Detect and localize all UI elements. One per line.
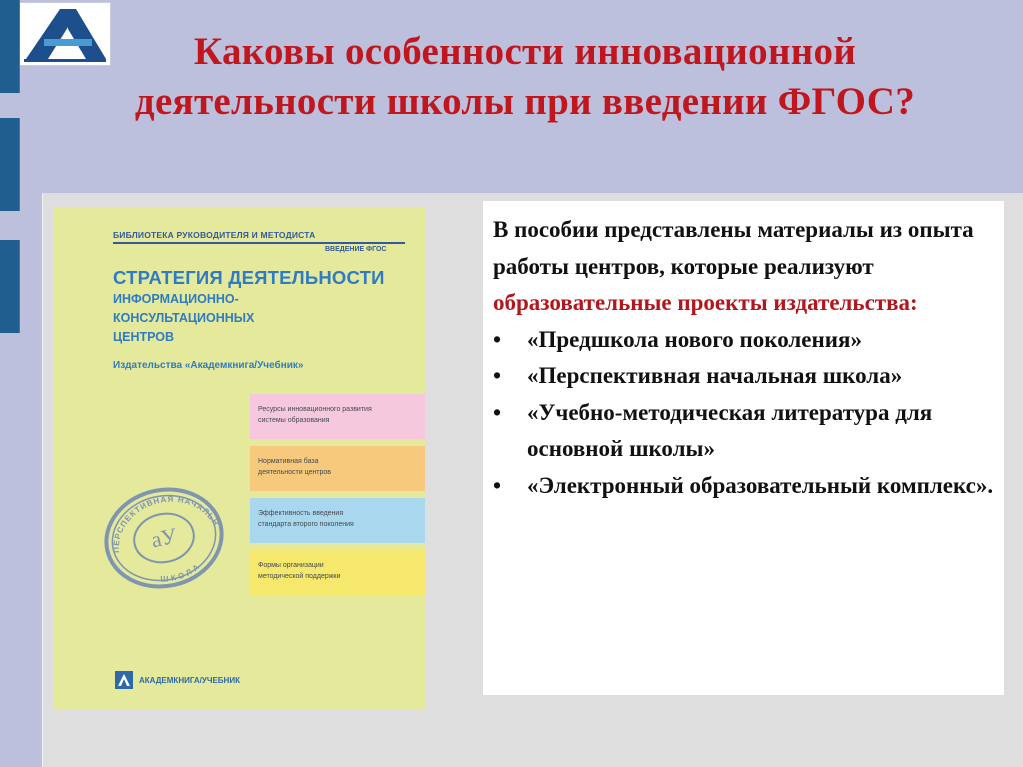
list-item: [493, 358, 994, 395]
cover-tab-1-line-2: системы образования: [258, 417, 330, 424]
cover-subtitle-line-2: КОНСУЛЬТАЦИОННЫХ: [113, 311, 255, 325]
cover-tab-2-line-2: деятельности центров: [258, 469, 332, 476]
cover-tab-4-line-1: Формы организации: [258, 562, 324, 569]
list-item: [493, 395, 994, 468]
slide-title-line-1: Каковы особенности инновационной: [193, 30, 857, 73]
imprint-logo-icon: [115, 671, 133, 689]
list-item-text: «Предшкола нового поколения»: [527, 326, 862, 352]
cover-tab-4: [250, 550, 425, 595]
cover-tab-1: [250, 394, 425, 439]
cover-tab-3: [250, 498, 425, 543]
bullet-icon: •: [493, 399, 502, 425]
list-item-text: «Перспективная начальная школа»: [527, 363, 903, 388]
cover-rule: [113, 242, 405, 244]
bullet-icon: •: [493, 363, 502, 388]
project-list: [493, 322, 994, 505]
stamp-ring-top: ПЕРСПЕКТИВНАЯ НАЧАЛЬНАЯ: [111, 494, 221, 553]
cover-publisher-line: Издательства «Академкнига/Учебник»: [113, 360, 304, 371]
text-highlight: образовательные проекты издательства:: [493, 290, 918, 315]
side-bar-bottom: [0, 240, 20, 333]
text-intro-body: В пособии представлены материалы из опыта работы центров, которые реализуют: [493, 217, 974, 279]
cover-subtitle-line-1: ИНФОРМАЦИОННО-: [113, 292, 239, 306]
bullet-icon: •: [493, 326, 502, 352]
stamp-center: аУ: [148, 522, 179, 553]
side-bar-middle: [0, 118, 20, 211]
list-item: [493, 468, 994, 505]
stamp-seal-icon: [99, 483, 229, 593]
side-bar-top: [0, 0, 20, 93]
cover-title: СТРАТЕГИЯ ДЕЯТЕЛЬНОСТИ: [113, 267, 385, 288]
stamp-ring-bottom: ШКОЛА: [160, 560, 204, 584]
cover-series-tag: ВВЕДЕНИЕ ФГОС: [325, 246, 387, 253]
cover-tab-1-line-1: Ресурсы инновационного развития: [258, 406, 372, 413]
cover-tab-3-line-1: Эффективность введения: [258, 510, 344, 517]
cover-tab-4-line-2: методической поддержки: [258, 573, 341, 580]
text-box: [483, 201, 1004, 695]
cover-series: БИБЛИОТЕКА РУКОВОДИТЕЛЯ И МЕТОДИСТА: [113, 230, 316, 240]
cover-tab-2: [250, 446, 425, 491]
cover-tab-2-line-1: Нормативная база: [258, 458, 319, 465]
cover-imprint: АКАДЕМКНИГА/УЧЕБНИК: [139, 676, 240, 685]
list-item-text: «Учебно-методическая литература для основной школы»: [527, 399, 933, 461]
list-item: [493, 322, 994, 359]
cover-subtitle-line-3: ЦЕНТРОВ: [113, 330, 175, 344]
cover-tab-3-line-2: стандарта второго поколения: [258, 521, 354, 528]
book-cover: [53, 208, 425, 709]
slide-title: [45, 27, 1005, 127]
text-intro: [493, 212, 994, 322]
cover-subtitle: [113, 290, 413, 347]
list-item-text: «Электронный образовательный комплекс».: [527, 472, 994, 498]
bullet-icon: •: [493, 472, 502, 498]
slide-title-line-2: деятельности школы при введении ФГОС?: [134, 80, 916, 123]
